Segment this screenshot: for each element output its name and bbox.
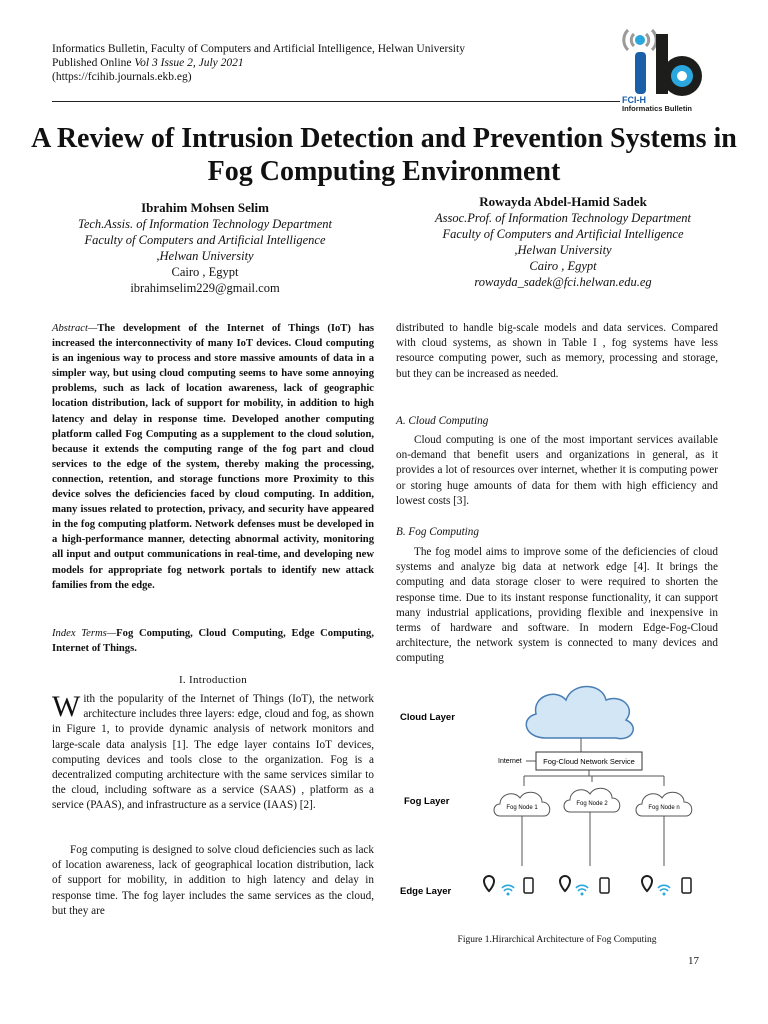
author-2-name: Rowayda Abdel-Hamid Sadek [479, 194, 647, 209]
author-1-name: Ibrahim Mohsen Selim [141, 200, 269, 215]
author-2-affil-3: ,Helwan University [514, 243, 612, 257]
index-terms [52, 626, 374, 656]
edge-layer-label: Edge Layer [400, 886, 452, 897]
figure-caption: Figure 1.Hirarchical Architecture of Fog Computing [457, 935, 657, 945]
author-1-email[interactable]: ibrahimselim229@gmail.com [130, 281, 280, 295]
phone-icon [682, 878, 691, 893]
fog-node-2 [564, 788, 620, 812]
fog-layer-label: Fog Layer [404, 796, 450, 807]
abstract-text: The development of the Internet of Things (IoT) has increased the interconnectivity of many IoT devices. Cloud computing is an ingenious way to process and store massive amounts of data in a simpler way, but using cloud computing seems to have some annoying problems, such as lack of location awareness, lack of geographic location distribution, lack of support for mobility, in addition to high latency and delay in response time. Developed another computing platform called Fog Computing as a supplement to the cloud solution, because it extends the computing range of the fog part and cloud services to the edge of the system, thereby making the processing, connection, retention, and storage functions more Proximity to this device solves the deficiencies faced by cloud computing. In addition, many issues related to protection, privacy, and security have appeared in the fog computing platform. Network defenses must be developed in a high-performance manner, detecting abnormal activity, monitoring all input and output communications in real-time, and developing new models for appropriate fog network portals to identify new attack families from the edge. [52, 323, 374, 591]
wifi-icon [658, 885, 670, 891]
svg-text:Fog Node 2: Fog Node 2 [576, 801, 608, 807]
right-paragraph-0: distributed to handle big-scale models and data services. Compared with cloud systems, as shown in Table I , fog systems have less resource computing power, such as memory, processing and storage, but they can be increased as needed. [396, 322, 718, 380]
journal-url[interactable]: (https://fcihib.journals.ekb.eg) [52, 71, 192, 83]
author-2-block [378, 194, 748, 290]
index-terms-label: Index Terms— [52, 628, 117, 639]
internet-label: Internet [498, 758, 522, 765]
issue-info: Vol 3 Issue 2, July 2021 [134, 57, 244, 69]
wifi-icon [502, 885, 514, 891]
edge-devices-1 [484, 876, 533, 896]
author-1-affil-1: Tech.Assis. of Information Technology Department [78, 217, 332, 231]
abstract [52, 321, 374, 593]
subheading-fog-computing: B. Fog Computing [396, 526, 479, 538]
fog-node-n [636, 792, 692, 816]
logo-caption-2: Informatics Bulletin [622, 104, 693, 112]
dropcap: W [52, 690, 81, 723]
location-pin-icon [642, 876, 652, 891]
abstract-label: Abstract— [52, 323, 98, 334]
intro-paragraph-2: Fog computing is designed to solve cloud deficiencies such as lack of location awareness, lack of geographical location distribution, lack of support for mobility, in addition to high latency and delay in response time. The fog layer includes the same services as the cloud, but they are [52, 844, 374, 917]
author-1-block [40, 200, 370, 296]
journal-name: Informatics Bulletin, Faculty of Computers and Artificial Intelligence, Helwan University [52, 43, 465, 55]
cloud-computing-paragraph: Cloud computing is one of the most important services available on-demand that benefit users and organizations in general, as it provides a lot of resources over internet, whether it is computing power or storing huge amounts of data for them with high efficiency and lowest costs [3]. [396, 434, 718, 507]
intro-paragraph-1: With the popularity of the Internet of Things (IoT), the network architecture includes three layers: edge, cloud and fog, as shown in Figure 1, to provide dynamic analysis of network monitors and large-scale data analysis [1]. The edge layer contains IoT devices, computing devices and tools close to the organization. Fog is a decentralized computing architecture with the same services similar to the cloud, including software as a service (SAAS) , platform as a service (PAAS), and infrastructure as a service (IAAS) [2]. [52, 690, 374, 812]
journal-header [52, 42, 465, 84]
edge-devices-3 [642, 876, 691, 896]
page-number: 17 [688, 955, 699, 967]
author-1-location: Cairo , Egypt [171, 265, 239, 279]
fog-computing-paragraph: The fog model aims to improve some of the deficiencies of cloud systems and analyze big data at network edge [4]. It brings the computing and data storage closer to were required to shorten the response time. Due to its instant response functionality, it can support many industrial applications, providing flexible and inexpensive in terms of hardware and software. In modern Edge-Fog-Cloud architecture, the network system is connected to many devices and computing [396, 546, 718, 665]
author-1-affil-2: Faculty of Computers and Artificial Intelligence [84, 233, 326, 247]
author-2-affil-2: Faculty of Computers and Artificial Intelligence [442, 227, 684, 241]
logo-caption-1: FCI-H [622, 95, 646, 105]
cloud-shape [526, 687, 633, 739]
fog-node-1 [494, 792, 550, 816]
fog-architecture-figure [396, 676, 718, 920]
phone-icon [524, 878, 533, 893]
subheading-cloud-computing: A. Cloud Computing [396, 415, 489, 427]
service-label: Fog-Cloud Network Service [543, 757, 635, 766]
edge-devices-2 [560, 876, 609, 896]
author-2-email[interactable]: rowayda_sadek@fci.helwan.edu.eg [474, 275, 652, 289]
svg-text:Fog Node 1: Fog Node 1 [506, 805, 538, 811]
svg-text:Fog Node n: Fog Node n [648, 805, 680, 811]
header-rule [52, 101, 620, 102]
author-2-location: Cairo , Egypt [529, 259, 597, 273]
author-2-affil-1: Assoc.Prof. of Information Technology Department [435, 211, 691, 225]
paper-title: A Review of Intrusion Detection and Prevention Systems in Fog Computing Environment [31, 123, 737, 187]
journal-logo [618, 28, 718, 112]
location-pin-icon [484, 876, 494, 891]
section-heading-introduction: I. Introduction [178, 674, 248, 686]
phone-icon [600, 878, 609, 893]
issue-line: Published Online Vol 3 Issue 2, July 2021 [52, 57, 244, 69]
author-1-affil-3: ,Helwan University [156, 249, 254, 263]
wifi-icon [576, 885, 588, 891]
cloud-layer-label: Cloud Layer [400, 712, 455, 723]
location-pin-icon [560, 876, 570, 891]
index-terms-text: Fog Computing, Cloud Computing, Edge Computing, Internet of Things. [52, 628, 374, 655]
